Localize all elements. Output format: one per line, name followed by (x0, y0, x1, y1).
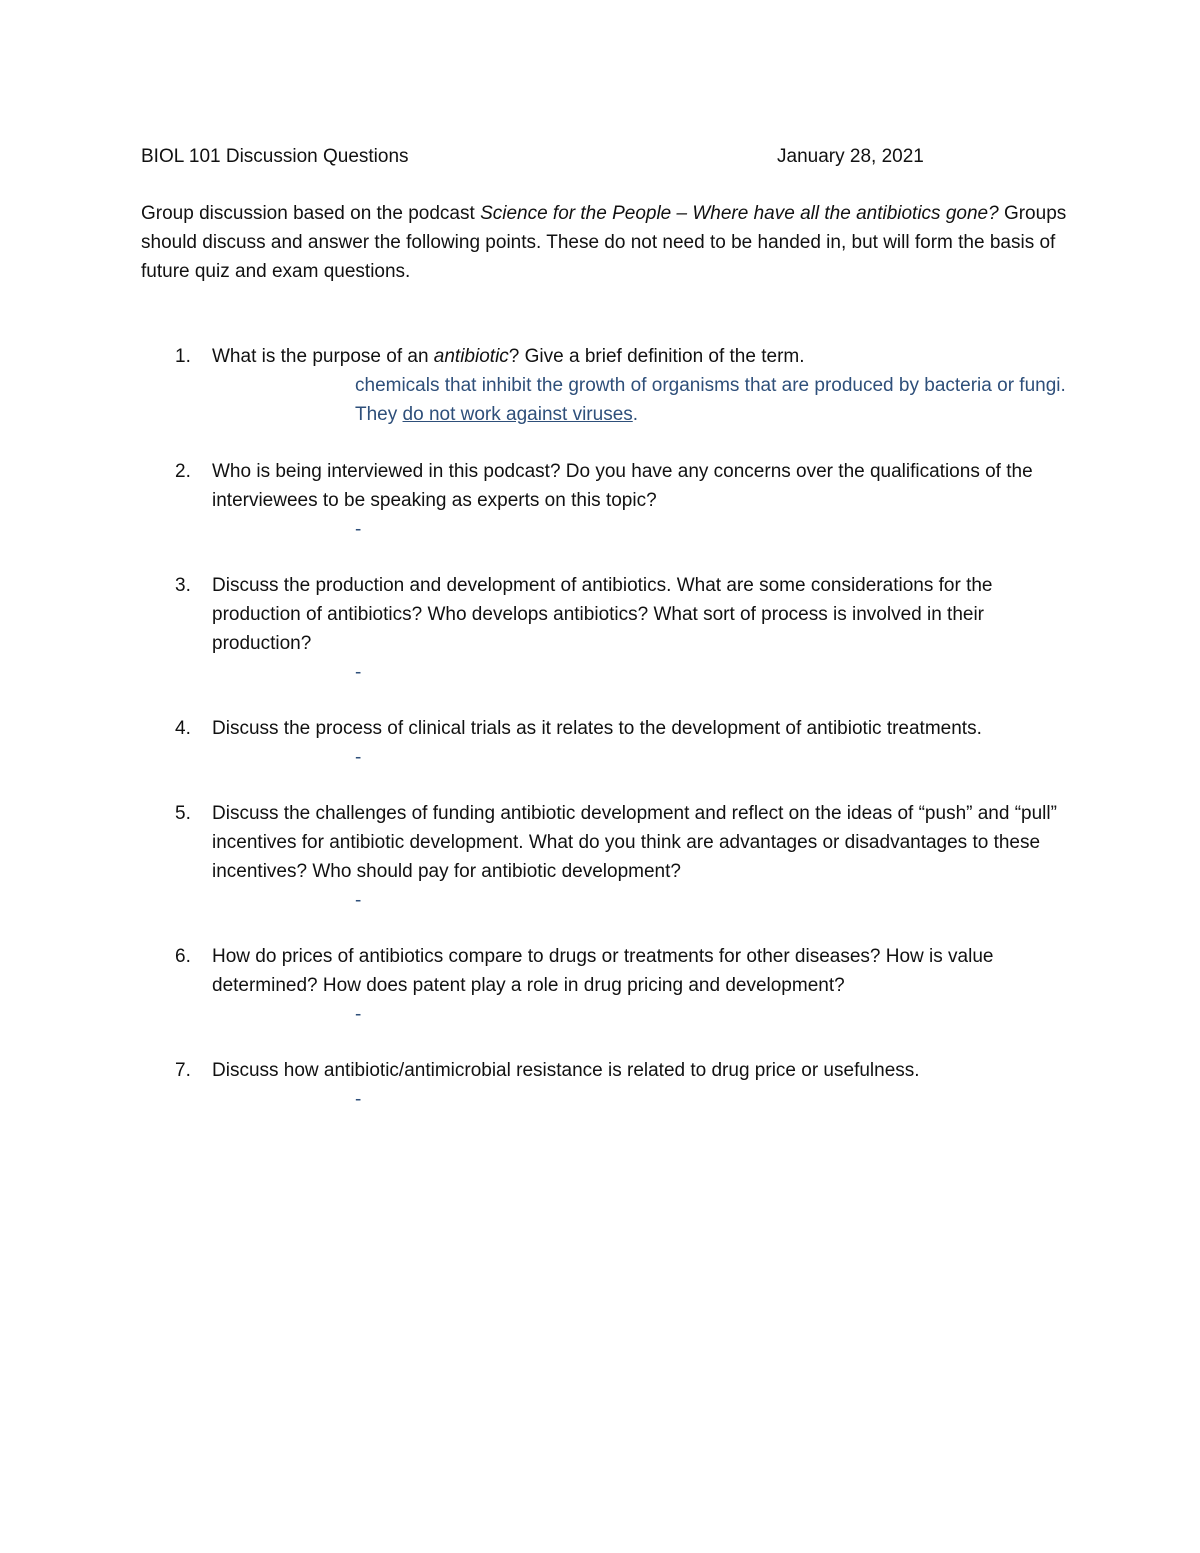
question-number: 7. (175, 1060, 191, 1081)
question-item (141, 1056, 1071, 1114)
answer-placeholder: - (355, 1004, 362, 1025)
question-text: Discuss how antibiotic/antimicrobial resistance is related to drug price or usefulness. (212, 1060, 920, 1081)
question-number: 5. (175, 803, 191, 824)
document-header (141, 142, 1041, 172)
question-text-part: What is the purpose of an (212, 346, 434, 367)
course-title: BIOL 101 Discussion Questions (141, 146, 409, 167)
question-item (141, 457, 1071, 544)
intro-text-part1: Group discussion based on the podcast (141, 203, 481, 224)
question-item (141, 799, 1071, 915)
question-text (212, 342, 1071, 371)
answer-placeholder: - (355, 747, 362, 768)
answer-text-part: chemicals that inhibit the growth of organisms that are produced by bacteria or fungi. They (355, 375, 1066, 425)
answer-placeholder: - (355, 1089, 362, 1110)
answer-text-part: . (632, 404, 639, 425)
question-item (141, 714, 1071, 772)
question-text: Discuss the challenges of funding antibiotic development and reflect on the ideas of “push” and “pull” incentives for antibiotic development. What do you think are advantages or disadvantages to these incentives? Who should pay for antibiotic development? (212, 803, 1057, 882)
question-number: 3. (175, 575, 191, 596)
answer-placeholder: - (355, 890, 362, 911)
question-text: Discuss the production and development of antibiotics. What are some considerations for the production of antibiotics? Who develops antibiotics? What sort of process is involved in their production? (212, 575, 993, 654)
answer-placeholder: - (355, 519, 362, 540)
question-text-italic: antibiotic (433, 346, 509, 367)
podcast-title: Science for the People – Where have all the antibiotics gone? (480, 203, 999, 224)
question-item (141, 571, 1071, 687)
question-number: 4. (175, 718, 191, 739)
answer-placeholder: - (355, 662, 362, 683)
answer-underlined-text: do not work against viruses (402, 404, 633, 425)
answer-text (212, 371, 1071, 429)
question-text: How do prices of antibiotics compare to drugs or treatments for other diseases? How is value determined? How does patent play a role in drug pricing and development? (212, 946, 994, 996)
document-date: January 28, 2021 (777, 146, 924, 167)
question-text: Who is being interviewed in this podcast? Do you have any concerns over the qualifications of the interviewees to be speaking as experts on this topic? (212, 461, 1033, 511)
question-number: 1. (175, 346, 191, 367)
intro-text-part2: Groups should discuss and answer the following points. These do not need to be handed in, but will form the basis of future quiz and exam questions. (141, 203, 1067, 282)
question-number: 6. (175, 946, 191, 967)
question-item (141, 942, 1071, 1029)
question-text-part: ? Give a brief definition of the term. (508, 346, 805, 367)
intro-paragraph (141, 199, 1071, 286)
question-number: 2. (175, 461, 191, 482)
question-list (141, 342, 1071, 1114)
question-text: Discuss the process of clinical trials as it relates to the development of antibiotic treatments. (212, 718, 982, 739)
question-item (141, 342, 1071, 429)
